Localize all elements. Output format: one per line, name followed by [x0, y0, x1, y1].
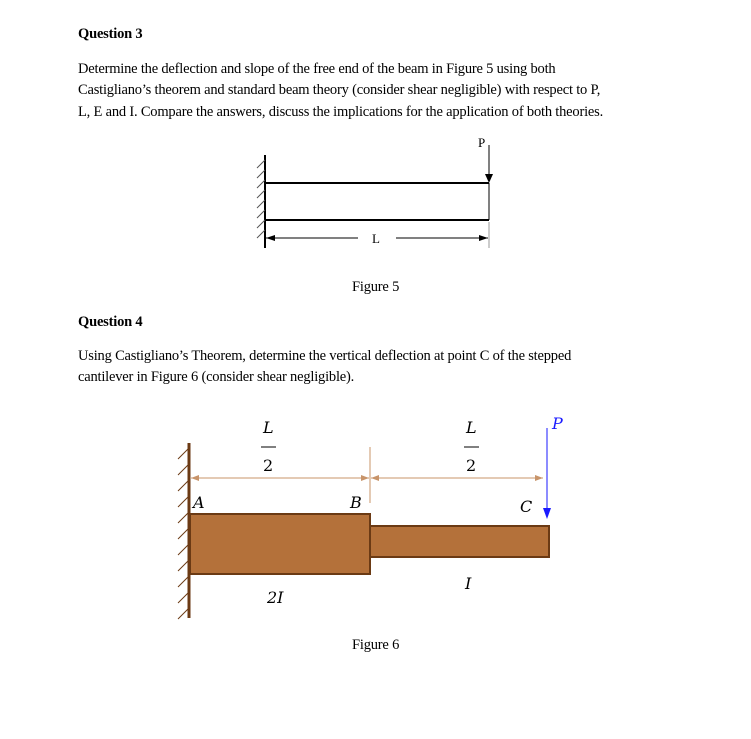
q3-line: L, E and I. Compare the answers, discuss the implications for the application of both theories.	[78, 104, 604, 120]
q4-line: cantilever in Figure 6 (consider shear negligible).	[78, 369, 355, 385]
figure-6	[178, 414, 563, 619]
wall-hatch	[257, 160, 265, 238]
figure-5	[257, 135, 493, 248]
q4-line: Using Castigliano’s Theorem, determine the vertical deflection at point C of the stepped	[78, 348, 572, 364]
dim-num: L	[263, 418, 274, 437]
figure-6-caption: Figure 6	[352, 637, 400, 653]
dim-den: 2	[466, 456, 477, 475]
inertia-bc: I	[465, 574, 472, 593]
section-ab	[190, 514, 370, 574]
arrowhead	[543, 508, 551, 519]
dim-den: 2	[263, 456, 274, 475]
inertia-ab: 2I	[267, 588, 284, 607]
wall-hatch	[178, 448, 189, 619]
load-label: P	[478, 135, 486, 150]
section-bc	[370, 526, 549, 557]
arrowhead	[485, 174, 493, 183]
length-label: L	[372, 231, 380, 246]
point-a: A	[193, 493, 205, 512]
q3-line: Castigliano’s theorem and standard beam theory (consider shear negligible) with respect to P,	[78, 82, 601, 98]
question-4-title: Question 4	[78, 314, 143, 330]
point-b: B	[350, 493, 362, 512]
question-3-title: Question 3	[78, 26, 143, 42]
q3-line: Determine the deflection and slope of the free end of the beam in Figure 5 using both	[78, 61, 556, 77]
figure-5-caption: Figure 5	[352, 279, 400, 295]
point-c: C	[520, 497, 533, 516]
load-label: P	[552, 414, 563, 433]
dim-num: L	[466, 418, 477, 437]
